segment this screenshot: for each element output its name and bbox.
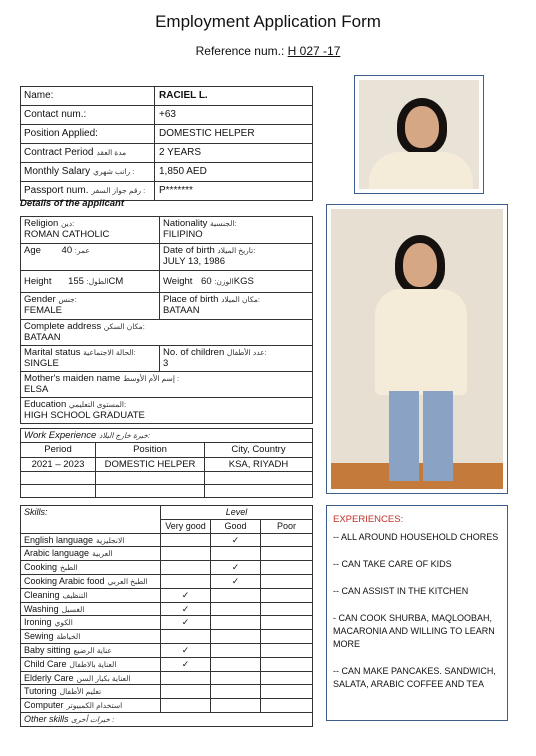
work-experience-table	[20, 428, 313, 498]
work-position	[96, 472, 205, 485]
skill-level-vgood	[161, 657, 211, 671]
height-label: Height	[24, 275, 52, 287]
skill-level-good	[211, 602, 261, 616]
nationality-cell	[160, 217, 313, 244]
skill-level-good	[211, 588, 261, 602]
marital-cell	[21, 346, 160, 372]
skill-name-cell	[21, 699, 161, 713]
skill-level-poor	[261, 630, 313, 644]
height-value: 155CM	[68, 275, 124, 287]
skill-name-cell	[21, 630, 161, 644]
work-row	[21, 457, 313, 471]
skill-row	[21, 657, 313, 671]
check-icon: ✓	[231, 562, 240, 573]
portrait-photo	[354, 75, 484, 194]
skill-row	[21, 616, 313, 630]
other-skills-label: Other skills	[24, 713, 69, 724]
weight-label: Weight	[163, 275, 193, 287]
basic-label-text: Position Applied:	[24, 128, 98, 139]
col-very-good: Very good	[161, 519, 211, 533]
skill-name-ar: تعليم الأطفال	[59, 687, 102, 697]
education-label-ar: المستوى التعليمي:	[68, 400, 127, 409]
skill-name: Arabic language	[24, 548, 90, 559]
basic-label-ar: راتب شهري :	[93, 167, 135, 176]
skill-level-poor	[261, 602, 313, 616]
dob-value: JULY 13, 1986	[163, 256, 225, 268]
skill-level-vgood	[161, 699, 211, 713]
basic-row	[21, 125, 313, 144]
basic-info-table	[20, 86, 313, 201]
skill-row	[21, 561, 313, 575]
skill-name-cell	[21, 561, 161, 575]
mother-label-ar: إسم الأم الأوسط :	[122, 374, 180, 383]
basic-row	[21, 144, 313, 163]
education-label: Education	[24, 399, 67, 410]
marital-label: Marital status	[24, 347, 81, 358]
reference-line	[0, 44, 536, 58]
basic-label-text: Monthly Salary	[24, 166, 91, 177]
skill-name-ar: استخدام الكمبيوتر	[66, 701, 123, 711]
children-cell	[160, 346, 313, 372]
work-heading-ar: خبرة خارج البلاد:	[98, 431, 151, 440]
children-value: 3	[163, 358, 169, 370]
skill-name: Elderly Care	[24, 672, 74, 683]
skill-name-ar: الانجليزية	[96, 535, 125, 545]
other-skills-row	[21, 712, 313, 726]
col-city: City, Country	[205, 443, 313, 457]
work-city	[205, 472, 313, 485]
experience-item: -- CAN TAKE CARE OF KIDS	[333, 559, 452, 570]
skill-level-good	[211, 699, 261, 713]
skill-name: Computer	[24, 700, 64, 711]
basic-label-text: Name:	[24, 90, 54, 101]
religion-label-ar: دين:	[60, 219, 75, 228]
address-label: Complete address	[24, 321, 102, 332]
skill-level-good	[211, 616, 261, 630]
work-heading: Work Experience	[24, 430, 97, 441]
children-label: No. of children	[163, 347, 225, 358]
skill-level-poor	[261, 533, 313, 547]
other-skills-label-ar: خبرات أخرى :	[71, 714, 115, 724]
check-icon: ✓	[181, 644, 190, 655]
col-period: Period	[21, 443, 96, 457]
skill-name-ar: العربية	[92, 549, 113, 559]
col-position: Position	[96, 443, 205, 457]
level-heading: Level	[161, 506, 313, 520]
education-value: HIGH SCHOOL GRADUATE	[24, 410, 145, 422]
skill-name-cell	[21, 643, 161, 657]
skill-name: Cooking	[24, 562, 58, 573]
skills-heading: Skills:	[21, 506, 161, 534]
basic-label-ar: رقم جواز السفر :	[91, 186, 146, 195]
work-period	[21, 472, 96, 485]
skill-level-vgood	[161, 630, 211, 644]
work-row	[21, 472, 313, 485]
skill-name-ar: الطبخ	[60, 563, 78, 573]
skill-level-good	[211, 574, 261, 588]
skill-level-poor	[261, 547, 313, 561]
basic-label-text: Passport num.	[24, 185, 89, 196]
check-icon: ✓	[181, 658, 190, 669]
skill-name: Baby sitting	[24, 644, 71, 655]
skill-name-cell	[21, 671, 161, 685]
children-label-ar: عدد الأطفال:	[226, 348, 267, 357]
skill-level-poor	[261, 574, 313, 588]
skill-name-ar: عناية الرضيع	[73, 645, 112, 655]
skill-name-ar: التنظيف	[62, 590, 88, 600]
col-good: Good	[211, 519, 261, 533]
skill-row	[21, 533, 313, 547]
mother-label: Mother's maiden name	[24, 373, 121, 384]
skill-level-poor	[261, 588, 313, 602]
col-poor: Poor	[261, 519, 313, 533]
dob-label-ar: تاريخ الميلاد:	[217, 246, 256, 255]
skill-name: Child Care	[24, 658, 67, 669]
skill-name: Sewing	[24, 631, 54, 642]
skill-row	[21, 574, 313, 588]
skill-row	[21, 699, 313, 713]
skill-level-poor	[261, 643, 313, 657]
mother-cell	[21, 372, 313, 398]
skills-table	[20, 505, 313, 727]
skill-name-ar: العناية بكبار السن	[76, 673, 131, 683]
nationality-value: FILIPINO	[163, 229, 203, 241]
skill-name-cell	[21, 685, 161, 699]
basic-row	[21, 106, 313, 125]
skill-level-vgood	[161, 643, 211, 657]
skill-name-cell	[21, 588, 161, 602]
skill-level-vgood	[161, 685, 211, 699]
experiences-list	[333, 531, 501, 691]
skill-level-poor	[261, 671, 313, 685]
experience-item: - CAN COOK SHURBA, MAQLOOBAH, MACARONIA AND WILLING TO LEARN MORE	[333, 613, 495, 650]
skill-name-ar: الطبخ العربي	[107, 576, 148, 586]
work-row	[21, 485, 313, 498]
form-title: Employment Application Form	[155, 12, 381, 31]
skill-row	[21, 547, 313, 561]
skill-level-vgood	[161, 561, 211, 575]
education-cell	[21, 398, 313, 424]
check-icon: ✓	[181, 589, 190, 600]
nationality-label-ar: الجنسية:	[210, 219, 237, 228]
basic-label-ar: مدة العقد	[96, 148, 127, 157]
skill-name-cell	[21, 533, 161, 547]
basic-row	[21, 163, 313, 182]
skill-name: English language	[24, 534, 94, 545]
mother-value: ELSA	[24, 384, 49, 396]
check-icon: ✓	[181, 617, 190, 628]
skill-name: Tutoring	[24, 686, 57, 697]
pob-value: BATAAN	[163, 305, 200, 317]
skill-level-good	[211, 685, 261, 699]
basic-label-text: Contract Period	[24, 147, 94, 158]
experience-item: -- CAN MAKE PANCAKES. SANDWICH, SALATA, ARABIC COFFEE AND TEA	[333, 666, 496, 690]
skill-name-cell	[21, 602, 161, 616]
skill-name-ar: الكوي	[54, 618, 73, 628]
age-label: Age	[24, 245, 41, 256]
skill-name: Ironing	[24, 617, 52, 628]
skill-level-vgood	[161, 533, 211, 547]
work-period: 2021 – 2023	[21, 457, 96, 471]
basic-value: 1,850 AED	[155, 163, 313, 182]
skill-level-vgood	[161, 602, 211, 616]
weight-value: 60KGS	[201, 275, 254, 287]
skill-name-cell	[21, 657, 161, 671]
skill-row	[21, 643, 313, 657]
skill-name-ar: الخياطة	[56, 632, 81, 642]
skill-name: Cooking Arabic food	[24, 575, 105, 586]
dob-cell	[160, 244, 313, 271]
skill-level-vgood	[161, 616, 211, 630]
skill-name-ar: الغسيل	[61, 604, 85, 614]
basic-value: +63	[155, 106, 313, 125]
age-value: 40	[61, 245, 73, 256]
skill-level-poor	[261, 657, 313, 671]
marital-label-ar: الحالة الاجتماعية:	[83, 348, 136, 357]
place-of-birth-cell	[160, 293, 313, 320]
experiences-box	[326, 505, 508, 721]
dob-label: Date of birth	[163, 245, 215, 256]
skill-row	[21, 685, 313, 699]
work-city: KSA, RIYADH	[205, 457, 313, 471]
skill-level-poor	[261, 685, 313, 699]
skill-level-good	[211, 547, 261, 561]
skill-level-good	[211, 561, 261, 575]
skill-name-ar: العناية بالاطفال	[69, 659, 117, 669]
skill-level-good	[211, 643, 261, 657]
check-icon: ✓	[181, 603, 190, 614]
basic-label-text: Contact num.:	[24, 109, 87, 120]
basic-value: 2 YEARS	[155, 144, 313, 163]
skill-row	[21, 602, 313, 616]
skill-level-good	[211, 533, 261, 547]
basic-label	[21, 163, 155, 182]
basic-row	[21, 87, 313, 106]
skill-level-vgood	[161, 574, 211, 588]
skill-level-good	[211, 630, 261, 644]
skill-name-cell	[21, 547, 161, 561]
weight-cell	[160, 271, 313, 293]
details-heading: Details of the applicant	[20, 198, 124, 209]
work-position: DOMESTIC HELPER	[96, 457, 205, 471]
religion-value: ROMAN CATHOLIC	[24, 229, 110, 241]
basic-label	[21, 144, 155, 163]
address-value: BATAAN	[24, 332, 61, 344]
marital-value: SINGLE	[24, 358, 59, 370]
age-label-ar: عمر:	[74, 246, 90, 255]
gender-label: Gender	[24, 294, 56, 305]
pob-label: Place of birth	[163, 294, 219, 305]
work-period	[21, 485, 96, 498]
work-heading-cell	[21, 429, 313, 443]
skill-level-good	[211, 671, 261, 685]
reference-number: H 027 -17	[287, 44, 341, 58]
weight-label-ar: الوزن:	[214, 276, 234, 286]
skill-row	[21, 588, 313, 602]
skill-row	[21, 671, 313, 685]
address-cell	[21, 320, 313, 346]
basic-label	[21, 106, 155, 125]
skill-name-cell	[21, 616, 161, 630]
skill-level-poor	[261, 699, 313, 713]
check-icon: ✓	[231, 575, 240, 586]
religion-label: Religion	[24, 218, 59, 229]
basic-value: RACIEL L.	[155, 87, 313, 106]
basic-value: DOMESTIC HELPER	[155, 125, 313, 144]
details-table	[20, 216, 313, 424]
religion-cell	[21, 217, 160, 244]
height-label-ar: الطول:	[86, 276, 109, 286]
reference-label: Reference num.:	[195, 44, 285, 58]
skill-row	[21, 630, 313, 644]
address-label-ar: مكان السكن:	[103, 322, 145, 331]
skill-level-vgood	[161, 547, 211, 561]
gender-value: FEMALE	[24, 305, 63, 317]
skill-level-vgood	[161, 671, 211, 685]
work-city	[205, 485, 313, 498]
skill-name: Washing	[24, 603, 59, 614]
work-position	[96, 485, 205, 498]
basic-label	[21, 87, 155, 106]
skill-level-poor	[261, 616, 313, 630]
height-cell	[21, 271, 160, 293]
experiences-heading: EXPERIENCES:	[333, 514, 404, 525]
nationality-label: Nationality	[163, 218, 208, 229]
gender-cell	[21, 293, 160, 320]
pob-label-ar: مكان الميلاد:	[221, 295, 261, 304]
gender-label-ar: جنس:	[58, 295, 77, 304]
skill-level-poor	[261, 561, 313, 575]
experience-item: -- ALL AROUND HOUSEHOLD CHORES	[333, 532, 499, 542]
age-cell	[21, 244, 160, 271]
basic-value: P*******	[155, 182, 313, 201]
full-body-photo	[326, 204, 508, 494]
skill-name-cell	[21, 574, 161, 588]
basic-label	[21, 125, 155, 144]
check-icon: ✓	[231, 534, 240, 545]
skill-level-vgood	[161, 588, 211, 602]
skill-name: Cleaning	[24, 589, 60, 600]
experience-item: -- CAN ASSIST IN THE KITCHEN	[333, 586, 469, 597]
skill-level-good	[211, 657, 261, 671]
